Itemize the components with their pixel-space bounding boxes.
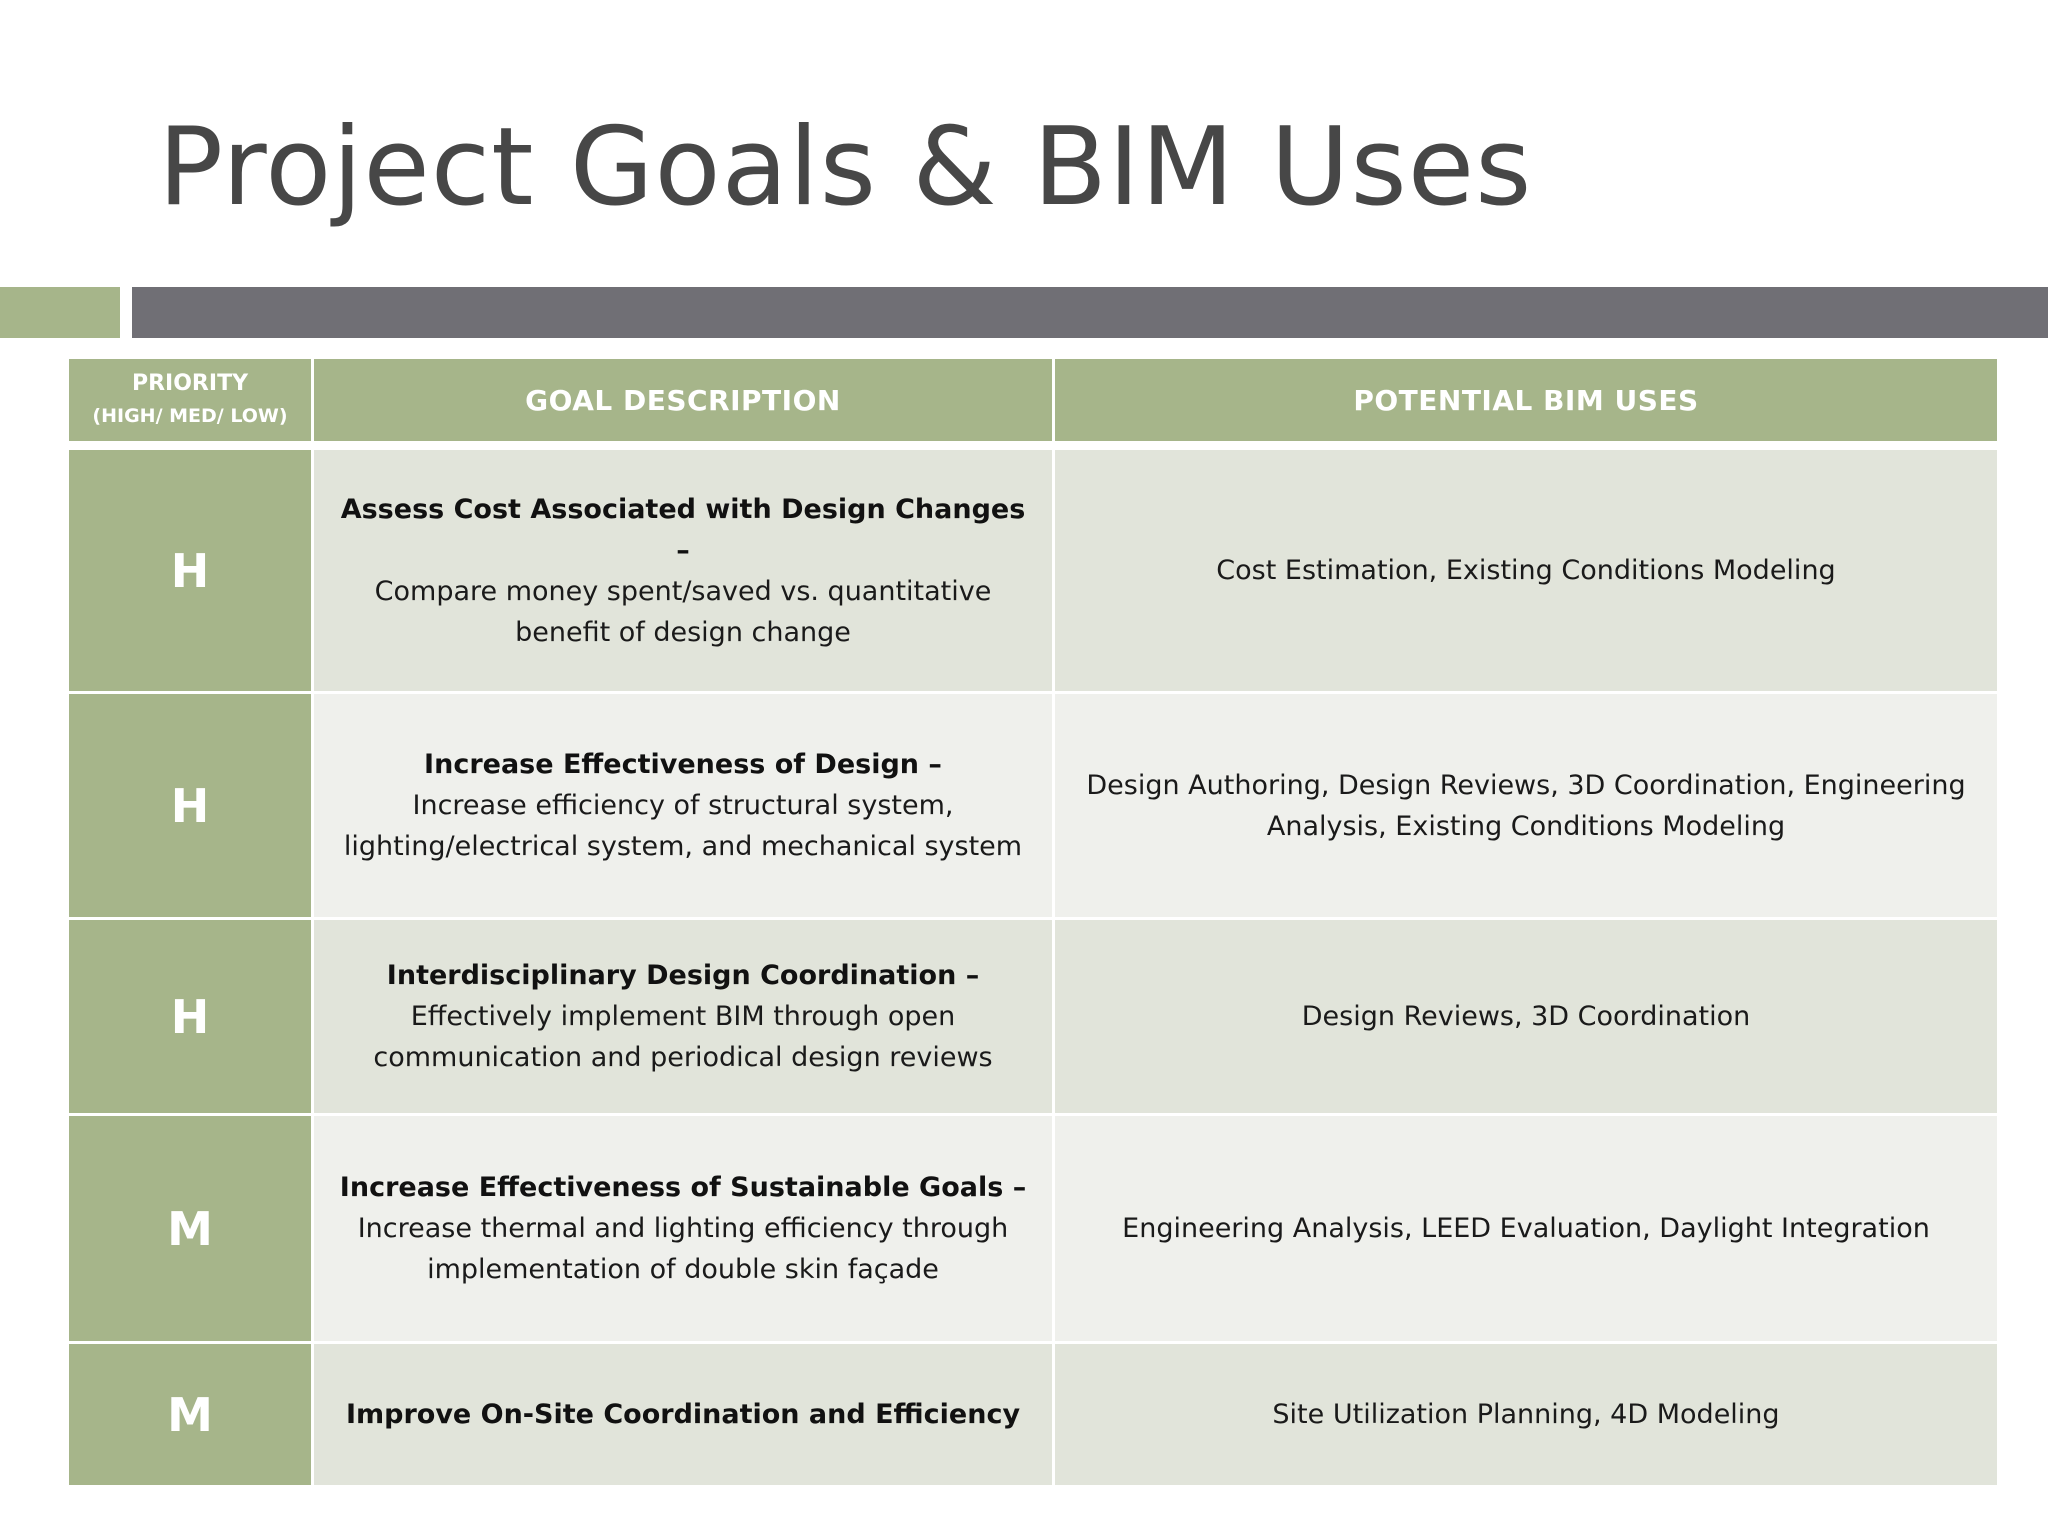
table-row <box>69 1116 1997 1344</box>
priority-cell: H <box>69 450 314 694</box>
bim-uses-cell: Design Authoring, Design Reviews, 3D Coordination, Engineering Analysis, Existing Conditions Modeling <box>1055 694 1997 920</box>
bim-uses-cell: Design Reviews, 3D Coordination <box>1055 920 1997 1116</box>
goal-cell <box>314 694 1055 920</box>
goal-title: Improve On-Site Coordination and Efficiency <box>345 1399 1021 1430</box>
header-priority-sub: (HIGH/ MED/ LOW) <box>92 405 288 427</box>
goal-description: Effectively implement BIM through open communication and periodical design reviews <box>373 1001 993 1073</box>
header-priority <box>69 359 314 444</box>
goal-description: Increase efficiency of structural system, lighting/electrical system, and mechanical system <box>343 790 1023 862</box>
priority-cell: H <box>69 694 314 920</box>
table-header-row <box>69 359 1997 450</box>
table-row <box>69 694 1997 920</box>
slide-title: Project Goals & BIM Uses <box>158 105 1533 230</box>
goal-description: Compare money spent/saved vs. quantitative benefit of design change <box>374 575 992 648</box>
goal-title: Interdisciplinary Design Coordination – <box>386 960 980 991</box>
header-priority-label: PRIORITY <box>131 371 248 396</box>
priority-cell: M <box>69 1116 314 1344</box>
goal-cell <box>314 1344 1055 1488</box>
goals-table <box>69 359 1997 1488</box>
goal-title: Increase Effectiveness of Design – <box>424 749 942 780</box>
table-row <box>69 920 1997 1116</box>
bim-uses-cell: Site Utilization Planning, 4D Modeling <box>1055 1344 1997 1488</box>
bim-uses-cell: Cost Estimation, Existing Conditions Modeling <box>1055 450 1997 694</box>
goal-description: Increase thermal and lighting efficiency through implementation of double skin façade <box>357 1213 1009 1285</box>
table-row <box>69 1344 1997 1488</box>
priority-cell: H <box>69 920 314 1116</box>
header-uses: POTENTIAL BIM USES <box>1055 359 1997 444</box>
goal-title: Increase Effectiveness of Sustainable Goals – <box>339 1172 1027 1203</box>
table-row <box>69 450 1997 694</box>
goal-cell <box>314 1116 1055 1344</box>
priority-cell: M <box>69 1344 314 1488</box>
bim-uses-cell: Engineering Analysis, LEED Evaluation, Daylight Integration <box>1055 1116 1997 1344</box>
goal-cell <box>314 450 1055 694</box>
accent-bar-green <box>0 287 120 338</box>
goal-cell <box>314 920 1055 1116</box>
header-goal: GOAL DESCRIPTION <box>314 359 1055 444</box>
goal-title: Assess Cost Associated with Design Changes – <box>340 493 1026 566</box>
accent-bar-gray <box>132 287 2048 338</box>
